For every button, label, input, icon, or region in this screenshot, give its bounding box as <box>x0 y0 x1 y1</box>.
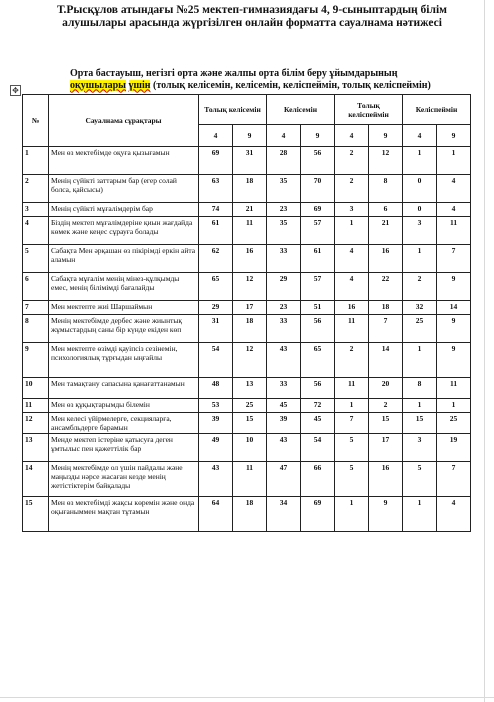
response-count: 7 <box>369 315 403 343</box>
header-group-1: Толық келісемін <box>199 95 267 125</box>
response-count: 49 <box>199 434 233 462</box>
question-text: Біздің мектеп мұғалімдеріне қиын жағдайда көмек және кеңес сұрауға болады <box>49 217 199 245</box>
survey-table <box>22 94 471 532</box>
table-row <box>23 203 471 217</box>
response-count: 0 <box>403 175 437 203</box>
response-count: 9 <box>437 343 471 378</box>
response-count: 23 <box>267 203 301 217</box>
table-body <box>23 147 471 532</box>
response-count: 2 <box>335 343 369 378</box>
question-text: Мен өз құқықтарымды білемін <box>49 399 199 413</box>
response-count: 2 <box>403 273 437 301</box>
question-text: Сабақта Мен әрқашан өз пікірімді еркін айта аламын <box>49 245 199 273</box>
response-count: 4 <box>437 175 471 203</box>
response-count: 35 <box>267 217 301 245</box>
response-count: 1 <box>403 245 437 273</box>
response-count: 29 <box>267 273 301 301</box>
response-count: 54 <box>199 343 233 378</box>
grade-header: 9 <box>301 125 335 147</box>
response-count: 1 <box>403 497 437 532</box>
response-count: 56 <box>301 147 335 175</box>
row-number: 11 <box>23 399 49 413</box>
grade-header: 4 <box>267 125 301 147</box>
question-text: Мен тамақтану сапасына қанағаттанамын <box>49 378 199 399</box>
table-row <box>23 413 471 434</box>
row-number: 6 <box>23 273 49 301</box>
response-count: 11 <box>335 315 369 343</box>
response-count: 7 <box>335 413 369 434</box>
response-count: 45 <box>301 413 335 434</box>
response-count: 5 <box>335 462 369 497</box>
response-count: 54 <box>301 434 335 462</box>
table-row <box>23 343 471 378</box>
response-count: 15 <box>233 413 267 434</box>
grade-header: 9 <box>437 125 471 147</box>
response-count: 3 <box>335 203 369 217</box>
response-count: 31 <box>233 147 267 175</box>
response-count: 74 <box>199 203 233 217</box>
response-count: 12 <box>233 343 267 378</box>
header-question: Сауалнама сұрақтары <box>49 95 199 147</box>
response-count: 69 <box>301 203 335 217</box>
response-count: 15 <box>403 413 437 434</box>
response-count: 7 <box>437 245 471 273</box>
response-count: 1 <box>403 399 437 413</box>
response-count: 18 <box>369 301 403 315</box>
table-row <box>23 399 471 413</box>
response-count: 18 <box>233 315 267 343</box>
question-text: Мен мектепте жиі Шаршаймын <box>49 301 199 315</box>
response-count: 66 <box>301 462 335 497</box>
header-group-2: Келісемін <box>267 95 335 125</box>
response-count: 14 <box>437 301 471 315</box>
response-count: 18 <box>233 497 267 532</box>
header-group-4: Келіспеймін <box>403 95 471 125</box>
table-row <box>23 273 471 301</box>
response-count: 16 <box>335 301 369 315</box>
response-count: 61 <box>301 245 335 273</box>
grade-header: 4 <box>403 125 437 147</box>
response-count: 22 <box>369 273 403 301</box>
response-count: 25 <box>437 413 471 434</box>
row-number: 1 <box>23 147 49 175</box>
response-count: 51 <box>301 301 335 315</box>
response-count: 4 <box>335 245 369 273</box>
response-count: 33 <box>267 315 301 343</box>
response-count: 10 <box>233 434 267 462</box>
response-count: 57 <box>301 273 335 301</box>
table-row <box>23 175 471 203</box>
response-count: 33 <box>267 245 301 273</box>
response-count: 31 <box>199 315 233 343</box>
response-count: 9 <box>369 497 403 532</box>
row-number: 7 <box>23 301 49 315</box>
response-count: 16 <box>369 462 403 497</box>
response-count: 12 <box>369 147 403 175</box>
response-count: 4 <box>335 273 369 301</box>
response-count: 21 <box>369 217 403 245</box>
response-count: 69 <box>301 497 335 532</box>
response-count: 6 <box>369 203 403 217</box>
response-count: 20 <box>369 378 403 399</box>
response-count: 14 <box>369 343 403 378</box>
response-count: 1 <box>403 343 437 378</box>
subtitle-highlight-1: оқушылары <box>70 79 126 91</box>
question-text: Менің сүйікті заттарым бар (егер солай болса, қайсысы) <box>49 175 199 203</box>
response-count: 57 <box>301 217 335 245</box>
response-count: 13 <box>233 378 267 399</box>
page-edge-right <box>484 0 485 702</box>
response-count: 4 <box>437 497 471 532</box>
response-count: 34 <box>267 497 301 532</box>
page-edge-bottom <box>0 697 494 698</box>
response-count: 39 <box>267 413 301 434</box>
subtitle-text: Орта бастауыш, негізгі орта және жалпы орта білім беру ұйымдарының <box>70 68 398 79</box>
question-text: Менің сүйікті мұғалімдерім бар <box>49 203 199 217</box>
response-count: 2 <box>335 175 369 203</box>
response-count: 1 <box>437 147 471 175</box>
grade-header: 4 <box>335 125 369 147</box>
table-row <box>23 245 471 273</box>
response-count: 64 <box>199 497 233 532</box>
response-count: 0 <box>403 203 437 217</box>
row-number: 5 <box>23 245 49 273</box>
response-count: 7 <box>437 462 471 497</box>
question-text: Мен келесі үйірмелерге, секцияларға, ансамбльдерге барамын <box>49 413 199 434</box>
response-count: 43 <box>267 434 301 462</box>
response-count: 1 <box>403 147 437 175</box>
response-count: 69 <box>199 147 233 175</box>
grade-header: 4 <box>199 125 233 147</box>
response-count: 53 <box>199 399 233 413</box>
response-count: 33 <box>267 378 301 399</box>
response-count: 45 <box>267 399 301 413</box>
response-count: 61 <box>199 217 233 245</box>
table-row <box>23 378 471 399</box>
response-count: 3 <box>403 217 437 245</box>
table-row <box>23 147 471 175</box>
response-count: 29 <box>199 301 233 315</box>
row-number: 9 <box>23 343 49 378</box>
response-count: 11 <box>335 378 369 399</box>
response-count: 48 <box>199 378 233 399</box>
response-count: 72 <box>301 399 335 413</box>
response-count: 19 <box>437 434 471 462</box>
row-number: 4 <box>23 217 49 245</box>
question-text: Менің мектебімде дербес және жиынтық жұмыстардың саны бір күнде екіден көп <box>49 315 199 343</box>
response-count: 8 <box>403 378 437 399</box>
response-count: 65 <box>301 343 335 378</box>
response-count: 70 <box>301 175 335 203</box>
response-count: 18 <box>233 175 267 203</box>
table-move-handle-icon[interactable]: ✥ <box>10 85 21 96</box>
response-count: 5 <box>403 462 437 497</box>
row-number: 8 <box>23 315 49 343</box>
header-num: № <box>23 95 49 147</box>
row-number: 14 <box>23 462 49 497</box>
response-count: 12 <box>233 273 267 301</box>
question-text: Мен өз мектебімді жақсы көремін және онда оқығаныммен мақтан тұтамын <box>49 497 199 532</box>
response-count: 62 <box>199 245 233 273</box>
grade-header: 9 <box>233 125 267 147</box>
document-title: Т.Рысқұлов атындағы №25 мектеп-гимназиядағы 4, 9-сыныптардың білім алушылары арасында жүргізілген онлайн форматта сауалнама нәтижесі <box>56 4 447 29</box>
response-count: 43 <box>199 462 233 497</box>
table-row <box>23 434 471 462</box>
response-count: 1 <box>335 217 369 245</box>
response-count: 65 <box>199 273 233 301</box>
response-count: 1 <box>335 497 369 532</box>
header-group-3: Толық келіспеймін <box>335 95 403 125</box>
question-text: Мен мектепте өзімді қауіпсіз сезінемін, психологиялық тұрғыдан ыңғайлы <box>49 343 199 378</box>
response-count: 28 <box>267 147 301 175</box>
row-number: 10 <box>23 378 49 399</box>
table-row <box>23 217 471 245</box>
table-row <box>23 497 471 532</box>
subtitle-options: (толық келісемін, келісемін, келіспеймін, толық келіспеймін) <box>152 79 431 91</box>
response-count: 11 <box>437 378 471 399</box>
response-count: 56 <box>301 378 335 399</box>
response-count: 39 <box>199 413 233 434</box>
row-number: 2 <box>23 175 49 203</box>
question-text: Менде мектеп істеріне қатысуға деген ұмтылыс пен қажеттілік бар <box>49 434 199 462</box>
response-count: 21 <box>233 203 267 217</box>
table-row <box>23 462 471 497</box>
grade-header: 9 <box>369 125 403 147</box>
subtitle-highlight-2: үшін <box>128 79 151 91</box>
question-text: Менің мектебімде ол үшін пайдалы және маңызды нәрсе жасаған кезде менің жетістіктерім байқалады <box>49 462 199 497</box>
document-subtitle <box>70 68 440 91</box>
response-count: 11 <box>233 217 267 245</box>
response-count: 1 <box>335 399 369 413</box>
response-count: 1 <box>437 399 471 413</box>
response-count: 11 <box>233 462 267 497</box>
response-count: 25 <box>403 315 437 343</box>
response-count: 8 <box>369 175 403 203</box>
response-count: 17 <box>369 434 403 462</box>
response-count: 43 <box>267 343 301 378</box>
response-count: 17 <box>233 301 267 315</box>
row-number: 12 <box>23 413 49 434</box>
table-row <box>23 301 471 315</box>
response-count: 9 <box>437 315 471 343</box>
response-count: 9 <box>437 273 471 301</box>
response-count: 23 <box>267 301 301 315</box>
question-text: Мен өз мектебімде оқуға қызығамын <box>49 147 199 175</box>
table-row <box>23 315 471 343</box>
response-count: 3 <box>403 434 437 462</box>
response-count: 5 <box>335 434 369 462</box>
response-count: 56 <box>301 315 335 343</box>
row-number: 3 <box>23 203 49 217</box>
response-count: 35 <box>267 175 301 203</box>
response-count: 63 <box>199 175 233 203</box>
response-count: 2 <box>335 147 369 175</box>
response-count: 16 <box>369 245 403 273</box>
response-count: 2 <box>369 399 403 413</box>
response-count: 16 <box>233 245 267 273</box>
response-count: 4 <box>437 203 471 217</box>
response-count: 47 <box>267 462 301 497</box>
row-number: 13 <box>23 434 49 462</box>
response-count: 25 <box>233 399 267 413</box>
response-count: 15 <box>369 413 403 434</box>
response-count: 32 <box>403 301 437 315</box>
row-number: 15 <box>23 497 49 532</box>
response-count: 11 <box>437 217 471 245</box>
question-text: Сабақта мұғалім менің мінез-құлқымды емес, менің білімімді бағалайды <box>49 273 199 301</box>
